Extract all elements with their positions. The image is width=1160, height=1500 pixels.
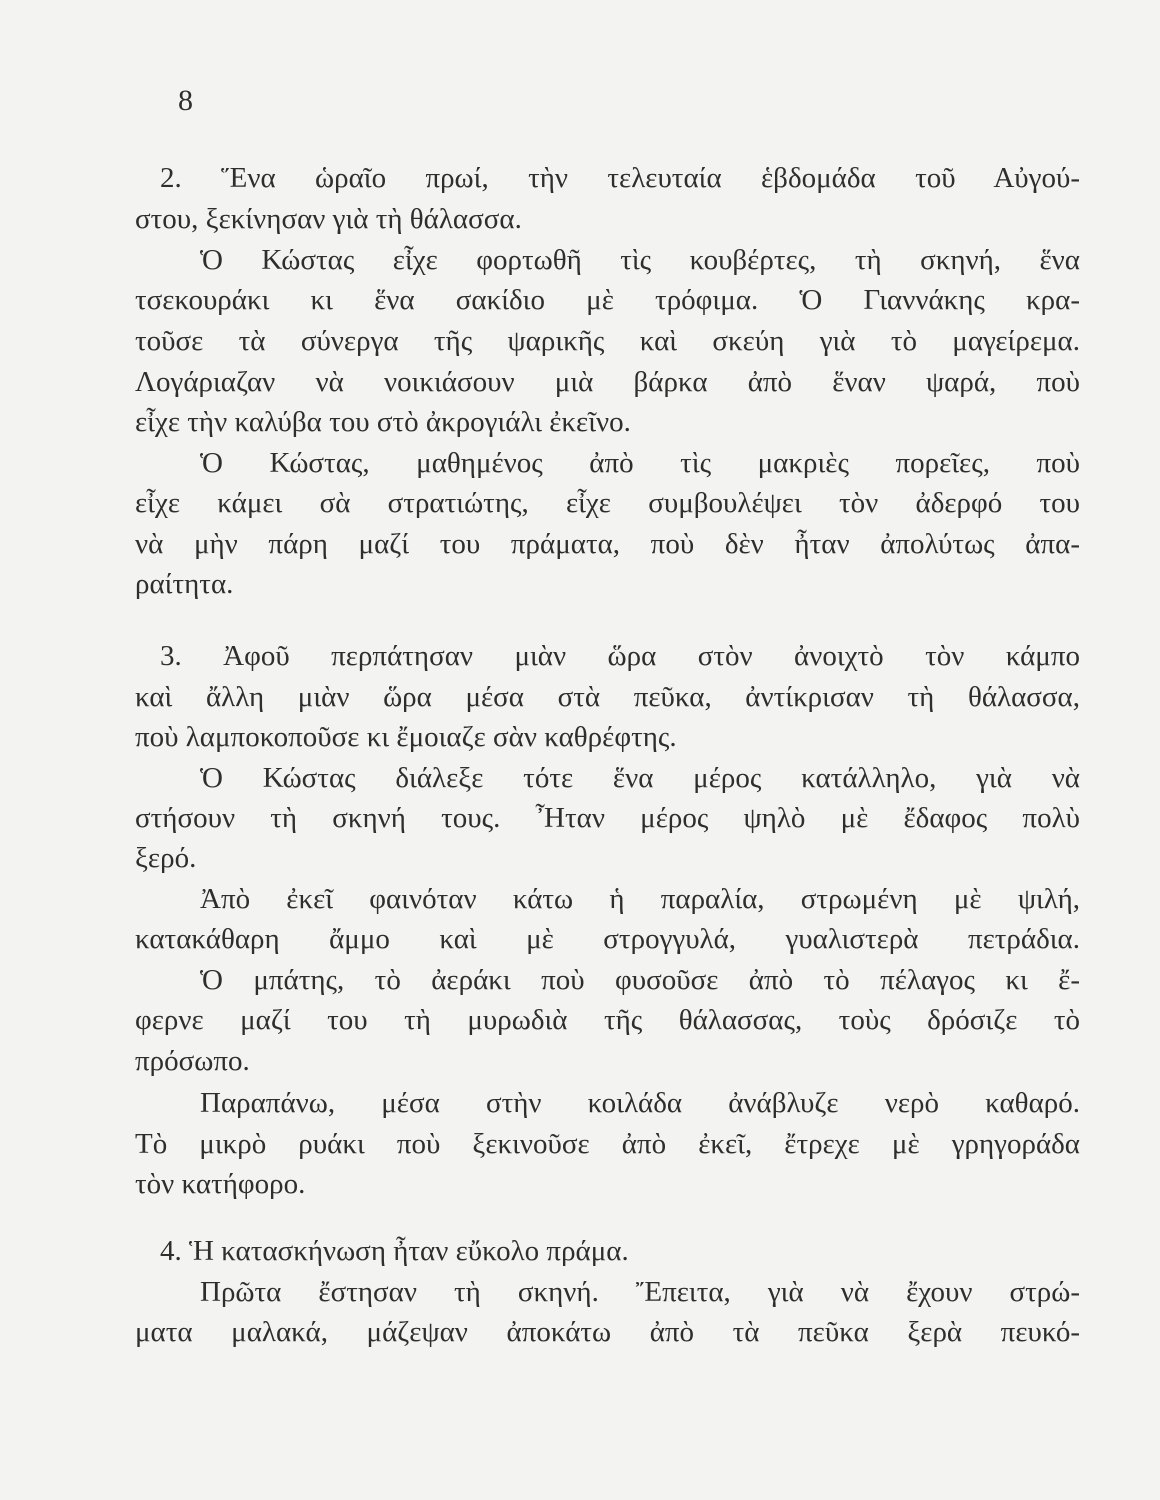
text-line: ποὺ λαμποκοποῦσε κι ἔμοιαζε σὰν καθρέφτης. (135, 721, 677, 753)
text-line: 3. Ἀφοῦ περπάτησαν μιὰν ὥρα στὸν ἀνοιχτὸ τὸν κάμπο (160, 640, 1080, 672)
text-line: τὸν κατήφορο. (135, 1168, 306, 1200)
text-line: νὰ μὴν πάρη μαζί του πράματα, ποὺ δὲν ἦταν ἀπολύτως ἀπα- (135, 528, 1080, 560)
text-line: Τὸ μικρὸ ρυάκι ποὺ ξεκινοῦσε ἀπὸ ἐκεῖ, ἔτρεχε μὲ γρηγοράδα (135, 1128, 1080, 1160)
text-line: εἶχε κάμει σὰ στρατιώτης, εἶχε συμβουλέψει τὸν ἀδερφό του (135, 487, 1080, 519)
text-line: ξερό. (135, 842, 197, 874)
text-line: εἶχε τὴν καλύβα του στὸ ἀκρογιάλι ἐκεῖνο. (135, 406, 631, 438)
text-line: πρόσωπο. (135, 1045, 250, 1077)
text-line: στήσουν τὴ σκηνή τους. Ἦταν μέρος ψηλὸ μὲ ἔδαφος πολὺ (135, 802, 1080, 834)
text-line: ραίτητα. (135, 568, 234, 600)
text-line: κατακάθαρη ἄμμο καὶ μὲ στρογγυλά, γυαλιστερὰ πετράδια. (135, 923, 1080, 955)
text-line: Παραπάνω, μέσα στὴν κοιλάδα ἀνάβλυζε νερὸ καθαρό. (200, 1087, 1080, 1119)
text-line: Ὁ Κώστας διάλεξε τότε ἕνα μέρος κατάλληλο, γιὰ νὰ (200, 762, 1080, 794)
page-number: 8 (178, 84, 193, 117)
text-line: 4. Ἡ κατασκήνωση ἦταν εὔκολο πράμα. (160, 1235, 629, 1267)
text-line: ματα μαλακά, μάζεψαν ἀποκάτω ἀπὸ τὰ πεῦκα ξερὰ πευκό- (135, 1316, 1080, 1348)
text-line: καὶ ἄλλη μιὰν ὥρα μέσα στὰ πεῦκα, ἀντίκρισαν τὴ θάλασσα, (135, 681, 1080, 713)
text-line: Πρῶτα ἔστησαν τὴ σκηνή. Ἔπειτα, γιὰ νὰ ἔχουν στρώ- (200, 1276, 1080, 1308)
text-line: Ὁ Κώστας, μαθημένος ἀπὸ τὶς μακριὲς πορεῖες, ποὺ (200, 447, 1080, 479)
text-line: Ὁ Κώστας εἶχε φορτωθῆ τὶς κουβέρτες, τὴ σκηνή, ἕνα (200, 244, 1080, 276)
text-line: στου, ξεκίνησαν γιὰ τὴ θάλασσα. (135, 203, 522, 235)
text-line: τοῦσε τὰ σύνεργα τῆς ψαρικῆς καὶ σκεύη γιὰ τὸ μαγείρεμα. (135, 325, 1080, 357)
text-line: φερνε μαζί του τὴ μυρωδιὰ τῆς θάλασσας, τοὺς δρόσιζε τὸ (135, 1004, 1080, 1036)
text-line: Ἀπὸ ἐκεῖ φαινόταν κάτω ἡ παραλία, στρωμένη μὲ ψιλή, (200, 883, 1080, 915)
text-line: τσεκουράκι κι ἕνα σακίδιο μὲ τρόφιμα. Ὁ Γιαννάκης κρα- (135, 284, 1080, 316)
text-line: Λογάριαζαν νὰ νοικιάσουν μιὰ βάρκα ἀπὸ ἕναν ψαρά, ποὺ (135, 366, 1080, 398)
text-line: Ὁ μπάτης, τὸ ἀεράκι ποὺ φυσοῦσε ἀπὸ τὸ πέλαγος κι ἔ- (200, 964, 1080, 996)
text-line: 2. Ἕνα ὡραῖο πρωί, τὴν τελευταία ἑβδομάδα τοῦ Αὐγού- (160, 162, 1080, 194)
